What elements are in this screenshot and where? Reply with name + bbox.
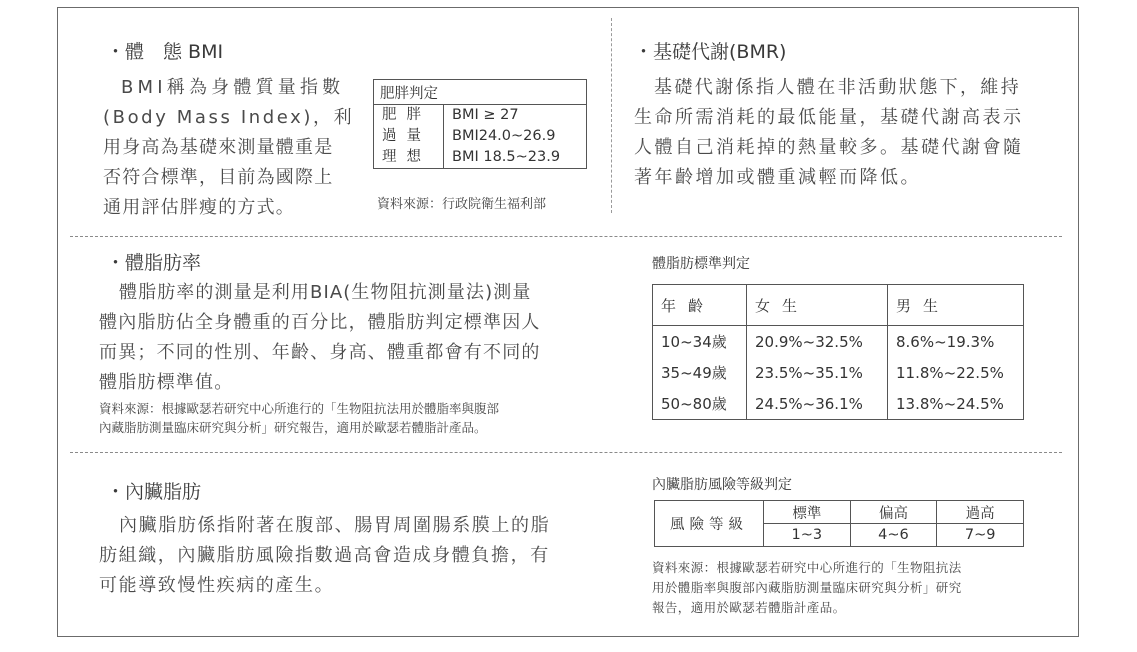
male-cell: 8.6%~19.3% [896, 332, 995, 351]
male-cell: 13.8%~24.5% [896, 394, 1004, 413]
range-standard: 1~3 [764, 524, 851, 547]
obesity-key: 理想 [374, 147, 444, 168]
table-header-row [653, 285, 1024, 326]
obesity-key: 過量 [374, 126, 444, 147]
bmr-paragraph [634, 73, 1044, 193]
visceral-source-line: 報告，適用於歐瑟若體脂計產品。 [652, 600, 846, 615]
bodyfat-standard-table [652, 284, 1024, 420]
bmi-line: BMI稱為身體質量指數 [121, 77, 345, 98]
age-cell: 10~34歲 [653, 326, 747, 358]
female-cell: 24.5%~36.1% [747, 388, 888, 420]
level-standard: 標準 [764, 501, 851, 524]
bmr-heading: ・基礎代謝(BMR) [634, 41, 787, 63]
visceral-line: 可能導致慢性疾病的產生。 [99, 575, 335, 596]
table-row [653, 388, 1024, 420]
vertical-divider [611, 18, 612, 213]
bmr-line: 人體自己消耗掉的熱量較多。基礎代謝會隨 [634, 137, 1024, 158]
age-cell: 35~49歲 [653, 357, 747, 388]
bodyfat-heading: ・體脂肪率 [106, 252, 202, 274]
visceral-paragraph [99, 511, 594, 601]
level-too-high: 過高 [937, 501, 1024, 524]
bodyfat-line: 體脂肪標準值。 [99, 372, 234, 393]
level-high: 偏高 [850, 501, 937, 524]
visceral-level-row [655, 501, 1024, 524]
obesity-value: BMI 18.5~23.9 [452, 149, 561, 165]
bodyfat-line: 體內脂肪佔全身體重的百分比，體脂肪判定標準因人 [99, 312, 541, 333]
bodyfat-source [99, 399, 499, 437]
obesity-row [374, 126, 586, 147]
bodyfat-source-line: 內藏脂肪測量臨床研究與分析」研究報告，適用於歐瑟若體脂計產品。 [99, 420, 487, 435]
bmi-line: 通用評估胖瘦的方式。 [103, 197, 295, 218]
visceral-table-title: 內臟脂肪風險等級判定 [652, 477, 792, 493]
visceral-source-line: 用於體脂率與腹部內藏脂肪測量臨床研究與分析」研究 [652, 580, 962, 595]
visceral-heading: ・內臟脂肪 [106, 481, 202, 503]
obesity-value: BMI ≥ 27 [452, 107, 519, 123]
bodyfat-line: 而異；不同的性別、年齡、身高、體重都會有不同的 [99, 342, 541, 363]
table-row [653, 357, 1024, 388]
obesity-row [374, 105, 586, 126]
female-cell: 20.9%~32.5% [747, 326, 888, 358]
range-too-high: 7~9 [964, 527, 996, 543]
bodyfat-source-line: 資料來源：根據歐瑟若研究中心所進行的「生物阻抗法用於體脂率與腹部 [99, 401, 500, 416]
bodyfat-table-title: 體脂肪標準判定 [652, 256, 750, 272]
risk-level-label: 風險等級 [655, 501, 764, 547]
visceral-line: 內臟脂肪係指附著在腹部、腸胃周圍腸系膜上的脂 [119, 515, 551, 536]
obesity-value: BMI24.0~26.9 [452, 128, 556, 144]
header-male: 男生 [888, 285, 1024, 326]
bmi-line: 用身高為基礎來測量體重是 [103, 137, 334, 158]
bmr-line: 基礎代謝係指人體在非活動狀態下，維持 [654, 77, 1022, 98]
bmi-source: 資料來源：行政院衛生福利部 [377, 197, 547, 212]
obesity-judgement-box [373, 79, 587, 169]
male-cell: 11.8%~22.5% [896, 363, 1004, 382]
bodyfat-line: 體脂肪率的測量是利用BIA(生物阻抗測量法)測量 [119, 282, 532, 303]
female-cell: 23.5%~35.1% [747, 357, 888, 388]
bmi-line: 否符合標準，目前為國際上 [103, 167, 334, 188]
obesity-key: 肥胖 [374, 105, 444, 126]
visceral-risk-table [654, 500, 1024, 547]
visceral-source-line: 資料來源：根據歐瑟若研究中心所進行的「生物阻抗法 [652, 560, 962, 575]
header-age: 年齡 [653, 285, 747, 326]
table-row [653, 326, 1024, 358]
bmi-line: (Body Mass Index)，利 [103, 107, 355, 128]
obesity-box-title: 肥胖判定 [374, 80, 586, 105]
visceral-source [652, 558, 962, 618]
bmi-paragraph [103, 73, 359, 223]
bmr-line: 著年齡增加或體重減輕而降低。 [634, 167, 921, 188]
divider-1 [70, 236, 1062, 237]
visceral-line: 肪組織，內臟脂肪風險指數過高會造成身體負擔，有 [99, 545, 550, 566]
bmi-heading: ・體 態 BMI [106, 41, 224, 63]
bmr-line: 生命所需消耗的最低能量，基礎代謝高表示 [634, 107, 1024, 128]
age-cell: 50~80歲 [653, 388, 747, 420]
header-female: 女生 [747, 285, 888, 326]
divider-2 [70, 452, 1062, 453]
obesity-row [374, 147, 586, 168]
range-high: 4~6 [850, 524, 937, 547]
bodyfat-paragraph [99, 278, 599, 398]
